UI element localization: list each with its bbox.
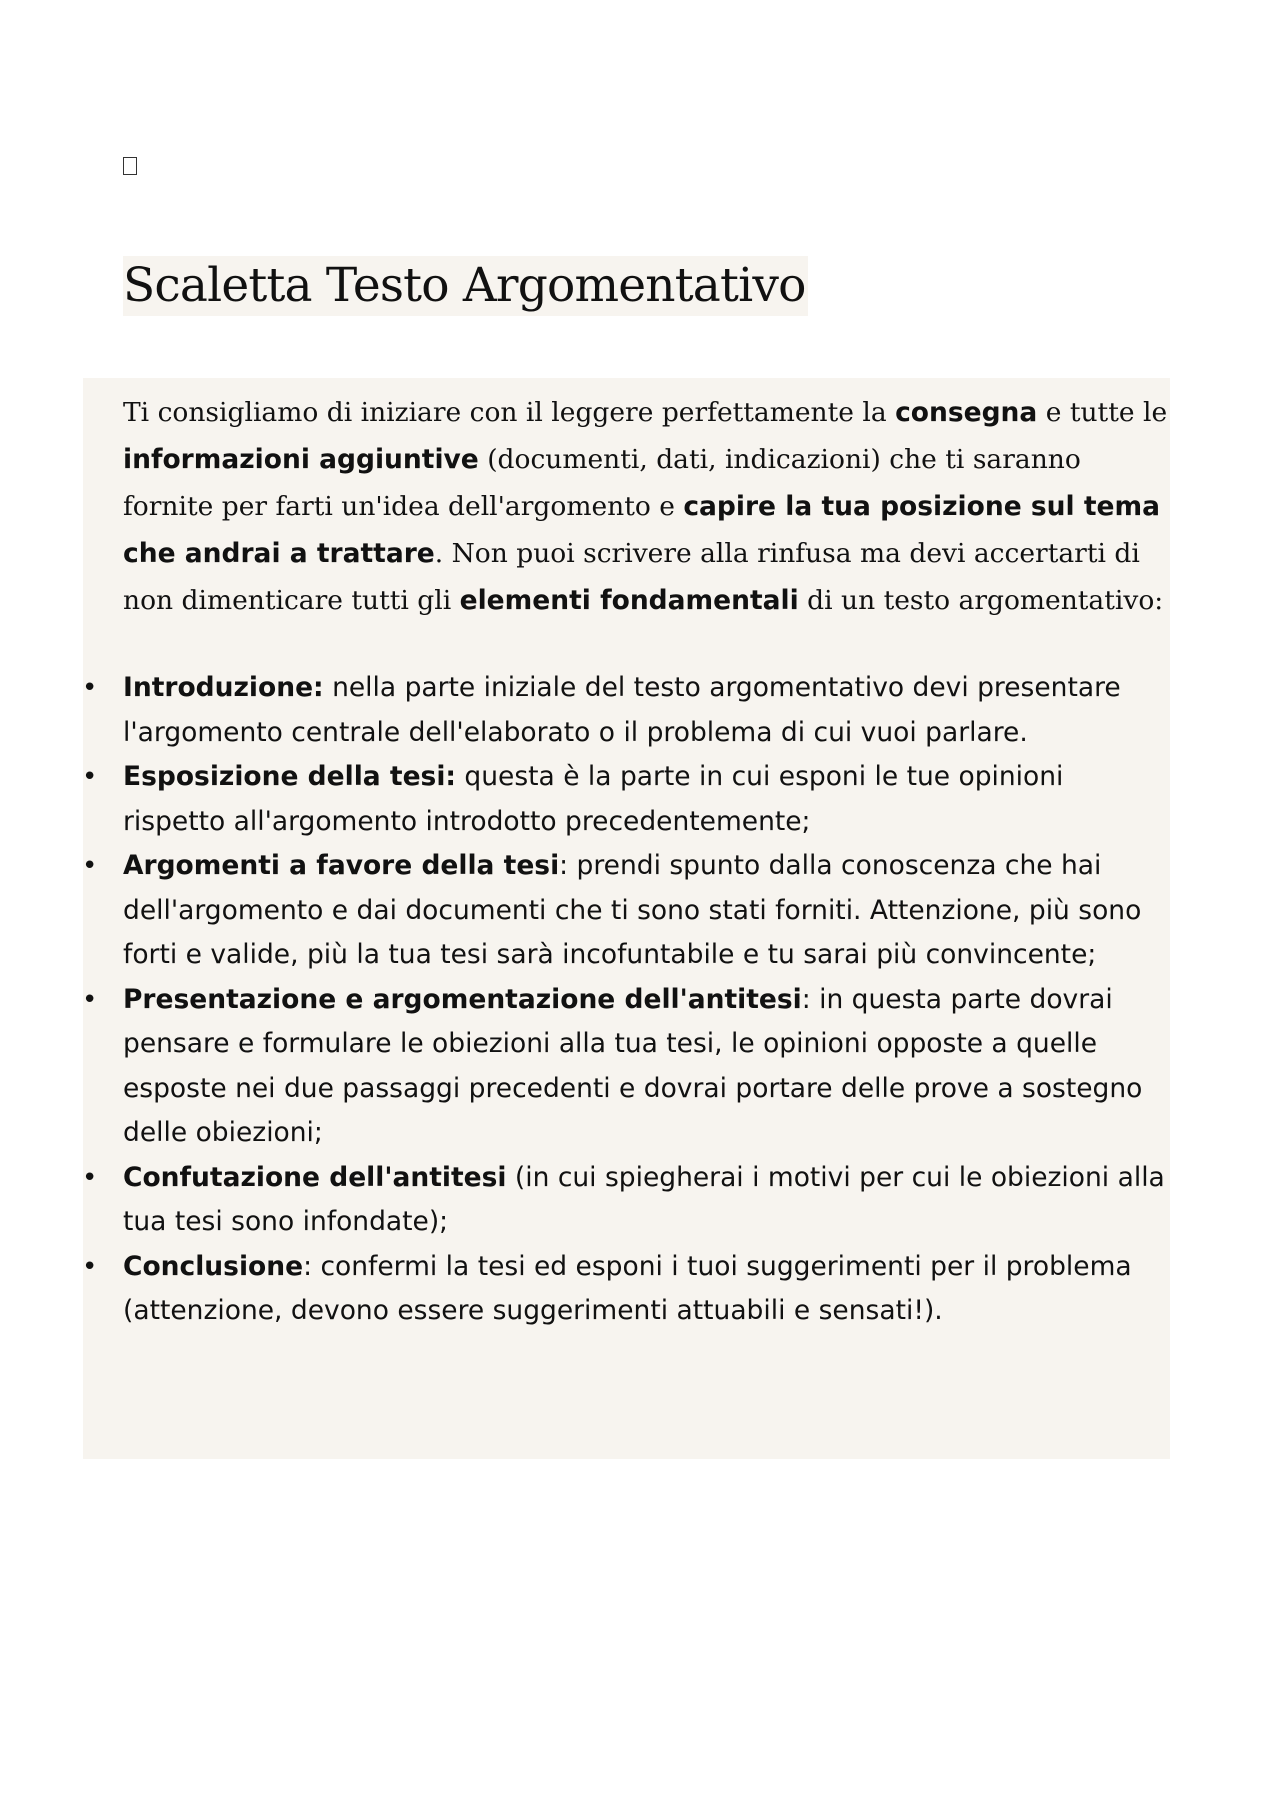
missing-glyph-icon [123,157,137,175]
intro-paragraph [123,389,1170,624]
list-item-heading: Argomenti a favore della tesi [123,850,560,881]
intro-bold-consegna: consegna [895,397,1038,428]
intro-bold-elementi: elementi fondamentali [459,585,799,616]
page-title: Scaletta Testo Argomentativo [123,256,808,316]
elements-list [0,666,1170,1334]
bullet-icon: • [82,851,98,881]
list-item [0,978,1170,1156]
list-item [0,844,1170,978]
intro-bold-posizione: capire la tua posizione sul tema che andrai a trattare [123,491,1160,569]
list-item-heading: Conclusione [123,1250,304,1282]
list-item-heading: Introduzione: [123,672,324,703]
list-item [0,1245,1170,1334]
bullet-icon: • [82,673,98,703]
bullet-icon: • [82,1251,98,1282]
intro-text: e tutte le [1037,397,1168,428]
list-item-text: : confermi la tesi ed esponi i tuoi suggerimenti per il problema (attenzione, devono essere suggerimenti attuabili e sensati!). [123,1250,1132,1326]
list-item-heading: Esposizione della tesi: [123,761,456,792]
list-item-heading: Confutazione dell'antitesi [123,1161,507,1193]
list-item-text: (in cui spiegherai i motivi per cui le obiezioni alla tua tesi sono infondate); [123,1161,1165,1237]
list-item-text: : in questa parte dovrai pensare e formulare le obiezioni alla tua tesi, le opinioni opposte a quelle esposte nei due passaggi precedenti e dovrai portare delle prove a sostegno delle obiezioni; [123,983,1143,1148]
list-item [0,755,1170,844]
bullet-icon: • [82,984,98,1015]
intro-text: di un testo argomentativo: [798,585,1164,616]
list-item [0,1156,1170,1245]
list-item-text: : prendi spunto dalla conoscenza che hai dell'argomento e dai documenti che ti sono stati forniti. Attenzione, più sono forti e valide, più la tua tesi sarà incofuntabile e tu sarai più convincente; [123,850,1142,970]
list-item-text: nella parte iniziale del testo argomentativo devi presentare l'argomento centrale dell'elaborato o il problema di cui vuoi parlare. [123,672,1121,748]
bullet-icon: • [82,762,98,792]
intro-bold-informazioni: informazioni aggiuntive [123,444,479,475]
bullet-icon: • [82,1162,98,1193]
intro-text: . Non puoi scrivere alla rinfusa ma devi accertarti di non dimenticare tutti gli [123,538,1140,616]
list-item-text: questa è la parte in cui esponi le tue opinioni rispetto all'argomento introdotto precedentemente; [123,761,1064,837]
intro-text: (documenti, dati, indicazioni) che ti saranno fornite per farti un'idea dell'argomento e [123,444,1081,522]
list-item-heading: Presentazione e argomentazione dell'antitesi [123,983,802,1015]
intro-text: Ti consigliamo di iniziare con il leggere perfettamente la [123,397,896,428]
list-item [0,666,1170,755]
